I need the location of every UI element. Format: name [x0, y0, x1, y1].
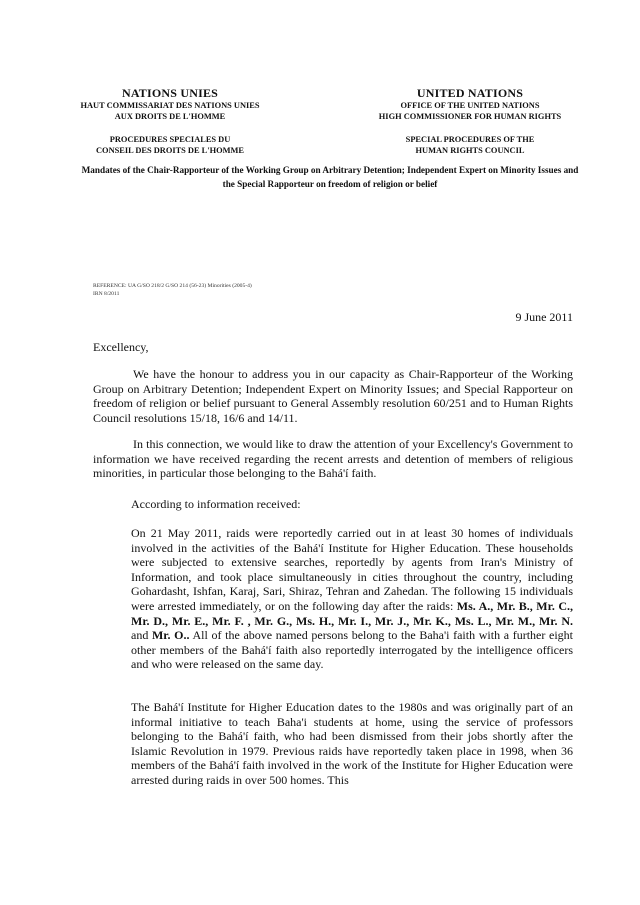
header-french-line: CONSEIL DES DROITS DE L'HOMME	[96, 146, 244, 155]
quote-raids	[131, 526, 573, 672]
header-french-line: HAUT COMMISSARIAT DES NATIONS UNIES	[80, 101, 260, 110]
paragraph-connection: In this connection, we would like to draw the attention of your Excellency's Government to information we have received regarding the recent arrests and detention of members of religious minorities, in particular those belonging to the Bahá'í faith.	[93, 437, 573, 481]
letter-date: 9 June 2011	[515, 310, 573, 324]
quote-and: and	[131, 628, 152, 643]
according-to-info: According to information received:	[131, 497, 301, 511]
header-french-line: PROCEDURES SPECIALES DU	[109, 135, 231, 144]
header-english-line: SPECIAL PROCEDURES OF THE	[405, 135, 535, 144]
reference-block	[93, 282, 252, 298]
salutation: Excellency,	[93, 340, 149, 354]
mandates-heading: Mandates of the Chair-Rapporteur of the Working Group on Arbitrary Detention; Independent Expert on Minority Issues and the Special Rapporteur on freedom of religion or belief	[81, 165, 579, 189]
quote-institute: The Bahá'í Institute for Higher Education dates to the 1980s and was originally part of an informal initiative to teach Baha'i students at home, using the service of professors belonging to the Bahá'í faith, who had been dismissed from their jobs shortly after the Islamic Revolution in 1979. Previous raids have reportedly taken place in 1998, when 36 members of the Bahá'í faith involved in the work of the Institute for Higher Education were arrested during raids in over 500 homes. This	[131, 700, 573, 787]
reference-line: IRN 8/2011	[93, 291, 120, 297]
header-english-title: UNITED NATIONS	[416, 86, 524, 100]
header-english	[350, 86, 590, 156]
arrested-names-last: Mr. O..	[151, 628, 190, 643]
header-english-line: HUMAN RIGHTS COUNCIL	[415, 146, 525, 155]
header-english-line: HIGH COMMISSIONER FOR HUMAN RIGHTS	[378, 112, 562, 121]
header-french-line: AUX DROITS DE L'HOMME	[114, 112, 226, 121]
header-english-line: OFFICE OF THE UNITED NATIONS	[400, 101, 540, 110]
quote-raids-intro: On 21 May 2011, raids were reportedly carried out in at least 30 homes of individuals involved in the activities of the Bahá'í Institute for Higher Education. These households were subjected to extensive searches, reportedly by agents from Iran's Ministry of Information, and took place simultaneously in cities throughout the country, including Gohardasht, Ishfan, Karaj, Sari, Shiraz, Tehran and Zahedan. The following 15 individuals were arrested immediately, or on the following day after the raids:	[131, 526, 573, 613]
quote-raids-outro: All of the above named persons belong to the Baha'i faith with a further eight other members of the Bahá'í faith also reportedly interrogated by the intelligence officers and who were released on the same day.	[131, 628, 574, 672]
arrested-names: Ms. A., Mr. B., Mr. C., Mr. D., Mr. E., Mr. F. , Mr. G., Ms. H., Mr. I., Mr. J., Mr. K., Ms. L., Mr. M., Mr. N.	[131, 598, 573, 628]
reference-line: REFERENCE: UA G/SO 218/2 G/SO 214 (56-23) Minorities (2005-4)	[93, 283, 252, 289]
header-french-title: NATIONS UNIES	[121, 86, 219, 100]
paragraph-capacity: We have the honour to address you in our capacity as Chair-Rapporteur of the Working Group on Arbitrary Detention; Independent Expert on Minority Issues; and Special Rapporteur on freedom of religion or belief pursuant to General Assembly resolution 60/251 and to Human Rights Council resolutions 15/18, 16/6 and 14/11.	[93, 367, 573, 425]
header-french	[50, 86, 290, 156]
